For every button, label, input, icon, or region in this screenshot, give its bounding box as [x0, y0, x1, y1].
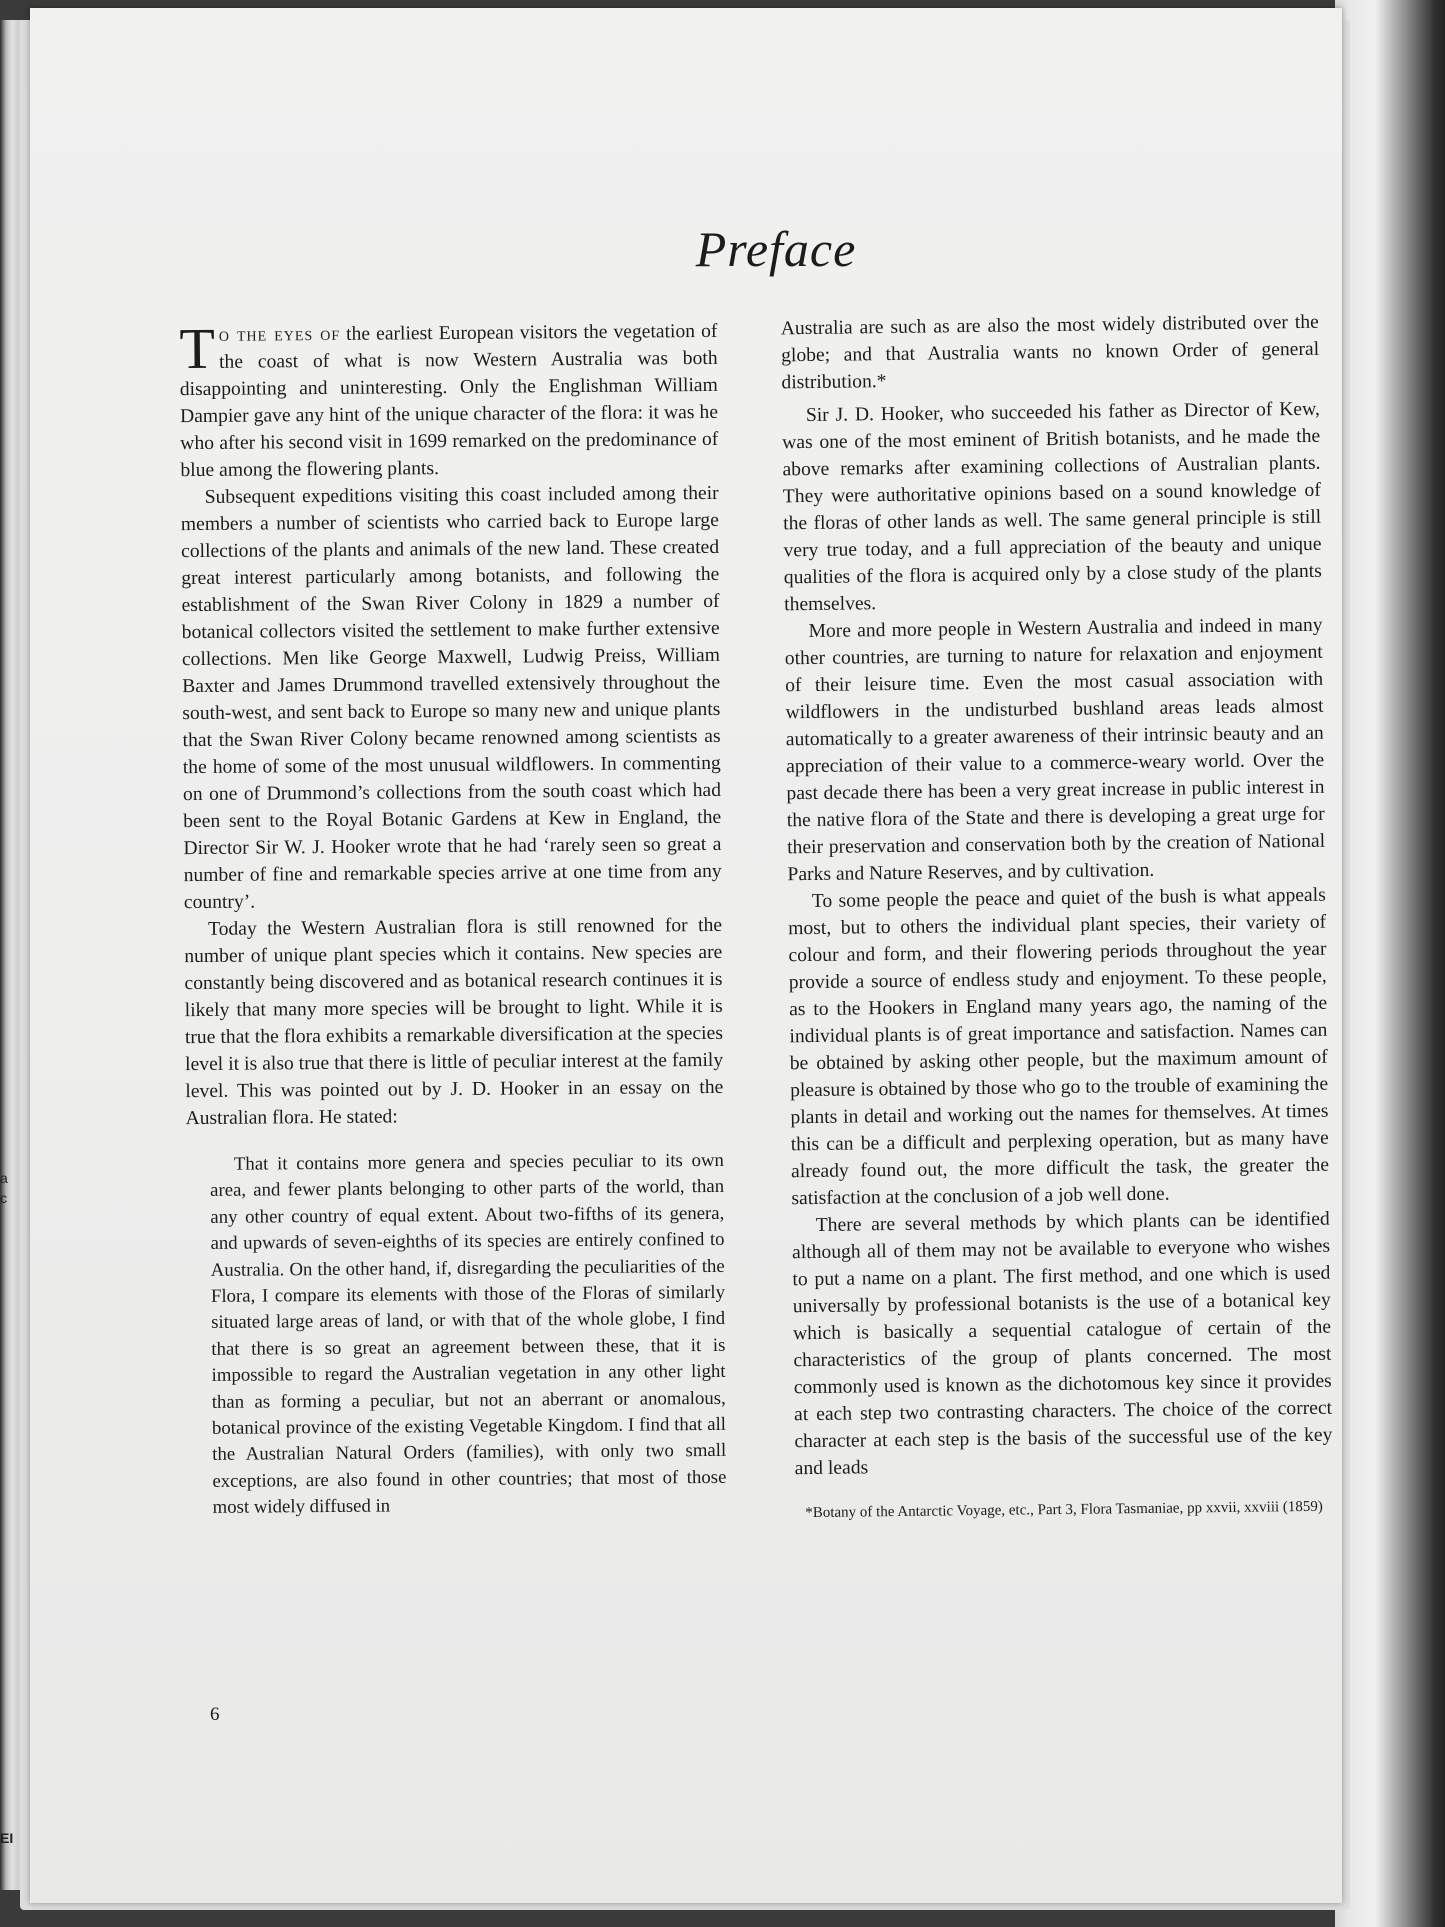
paragraph — [179, 315, 719, 484]
paragraph-text: the earliest European visitors the vegetation of the coast of what is now Western Australia was both disappointing and uninteresting. Only the Englishman William Dampier gave any hint of the unique character of the flora: it was he who after his second visit in 1699 remarked on the predominance of blue among the flowering plants. — [179, 320, 719, 482]
paragraph: More and more people in Western Australia and indeed in many other countries, are turning to nature for relaxation and enjoyment of their leisure time. Even the most casual association with wildflowers in the undisturbed bushland areas leads almost automatically to a greater awareness of their intrinsic beauty and an appreciation of their value to a commerce-weary world. Over the past decade there has been a very great increase in public interest in the native flora of the State and there is developing a great urge for their preservation and conservation both by the creation of National Parks and Nature Reserves, and by cultivation. — [784, 614, 1326, 886]
right-column — [781, 309, 1334, 1522]
footnote: *Botany of the Antarctic Voyage, etc., Part 3, Flora Tasmaniae, pp xxvii, xxviii (1859) — [805, 1498, 1323, 1522]
page-title: Preface — [695, 221, 857, 277]
page-number: 6 — [210, 1704, 220, 1725]
paragraph: Subsequent expeditions visiting this coast included among their members a number of scientists who carried back to Europe large collections of the plants and animals of the new land. These created great interest particularly among botanists, and following the establishment of the Swan River Colony in 1829 a number of botanical collectors visited the settlement to make further extensive collections. Men like George Maxwell, Ludwig Preiss, William Baxter and James Drummond travelled extensively throughout the south-west, and sent back to Europe so many new and unique plants that the Swan River Colony became renowned among scientists as the home of some of the most unusual wildflowers. In commenting on one of Drummond’s collections from the south coast which had been sent to the Royal Botanic Gardens at Kew in England, the Director Sir W. J. Hooker wrote that he had ‘rarely seen so great a number of fine and remarkable species arrive at one time from any country’. — [180, 482, 722, 914]
paragraph: Today the Western Australian flora is still renowned for the number of unique plant species which it contains. New species are constantly being discovered and as botanical research continues it is likely that many more species will be brought to light. While it is true that the flora exhibits a remarkable diversification at the species level it is also true that there is little of peculiar interest at the family level. This was pointed out by J. D. Hooker in an essay on the Australian flora. He stated: — [184, 914, 724, 1130]
paragraph: To some people the peace and quiet of the bush is what appeals most, but to others the individual plant species, their variety of colour and form, and their flowering periods throughout the year provide a source of endless study and enjoyment. To these people, as to the Hookers in England many years ago, the naming of the individual plants is of great importance and satisfaction. Names can be obtained by asking other people, but the maximum amount of pleasure is obtained by those who go to the trouble of examining the plants in detail and working out the names for themselves. At times this can be a difficult and perplexing operation, but as many have already found out, the more difficult the task, the greater the satisfaction at the conclusion of a job well done. — [788, 884, 1330, 1210]
opening-words: o the eyes of — [218, 323, 341, 346]
edge-mark: a — [0, 1170, 8, 1186]
edge-mark: EI — [0, 1830, 14, 1846]
paragraph: Sir J. D. Hooker, who succeeded his father as Director of Kew, was one of the most eminent of British botanists, and he made the above remarks after examining collections of Australian plants. They were authoritative opinions based on a sound knowledge of the floras of other lands as well. The same general principle is still very true today, and a full appreciation of the beauty and unique qualities of the flora is acquired only by a close study of the plants themselves. — [782, 398, 1322, 616]
drop-cap: T — [179, 315, 216, 382]
left-column — [179, 315, 727, 1522]
quote-continuation: Australia are such as are also the most widely distributed over the globe; and that Australia wants no known Order of general distribution.* — [780, 311, 1320, 394]
book-page — [30, 8, 1342, 1903]
edge-mark: c — [0, 1190, 7, 1206]
paragraph: There are several methods by which plants can be identified although all of them may not be available to everyone who wishes to put a name on a plant. The first method, and one which is used universally by professional botanists is the use of a botanical key which is basically a sequential catalogue of certain of the characteristics of the group of plants concerned. The most commonly used is known as the dichotomous key since it provides at each step two contrasting characters. The choice of the correct character at each step is the basis of the successful use of the key and leads — [791, 1208, 1333, 1480]
book-edge-right — [1335, 0, 1445, 1927]
block-quote — [210, 1148, 727, 1522]
quote-text: That it contains more genera and species peculiar to its own area, and fewer plants belonging to other parts of the world, than any other country of equal extent. About two-fifths of its genera, and upwards of seven-eighths of its species are entirely confined to Australia. On the other hand, if, disregarding the peculiarities of the Flora, I compare its elements with those of the Floras of similarly situated large areas of land, or with that of the whole globe, I find that there is so great an agreement between these, that it is impossible to regard the Australian vegetation in any other light than as forming a peculiar, but not an aberrant or anomalous, botanical province of the existing Vegetable Kingdom. I find that all the Australian Natural Orders (families), with only two small exceptions, are also found in other countries; that most of those most widely diffused in — [210, 1149, 727, 1519]
